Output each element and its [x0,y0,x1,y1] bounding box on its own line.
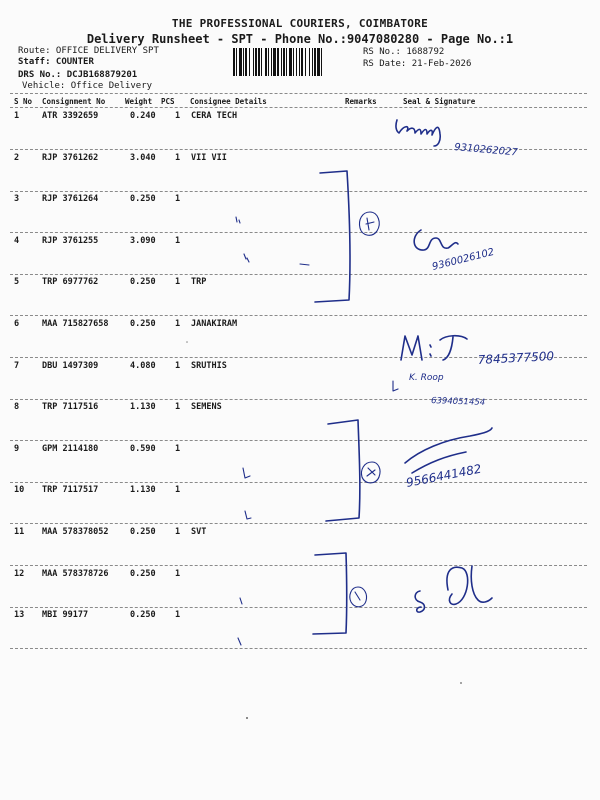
row-divider [10,149,587,150]
stamp-circle-row12 [350,587,367,607]
header-divider-bottom [10,107,587,108]
cell-sno: 1 [14,111,20,121]
cell-sno: 4 [14,235,20,246]
col-header-seal-signature: Seal & Signature [403,97,476,106]
barcode-bar [268,48,269,76]
cell-pcs: 1 [175,194,181,205]
staff-label: Staff: COUNTER [18,57,94,67]
barcode-bar [236,48,237,76]
cell-consignee: SRUTHIS [191,360,227,371]
cell-consignment: DBU 1497309 [42,360,99,371]
cell-consignee: TRP [191,277,207,288]
barcode-bar [283,48,285,76]
cell-pcs: 1 [175,152,181,163]
cell-sno: 13 [14,610,25,621]
cell-pcs: 1 [175,319,181,329]
row-divider [10,232,587,233]
cell-sno: 9 [14,443,20,454]
barcode-bar [317,48,320,76]
col-header-consignee: Consignee Details [190,97,267,106]
cell-pcs: 1 [175,402,181,413]
cell-pcs: 1 [175,443,181,454]
vehicle-label: Vehicle: Office Delivery [22,81,153,91]
barcode-bar [233,48,235,76]
cell-sno: 6 [14,319,20,329]
row-divider [10,399,587,400]
row-divider [10,607,587,608]
cell-weight: 3.090 [130,235,156,246]
col-header-pcs: PCS [161,97,175,106]
signature-phone-4: 6394051454 [430,396,486,408]
barcode-bar [271,48,272,76]
bracket-rows-8-10 [326,420,360,521]
cell-weight: 0.250 [130,319,156,329]
signature-phone-2: 9360026102 [431,246,496,273]
row-divider [10,440,587,441]
cell-weight: 0.250 [130,194,156,205]
cell-sno: 3 [14,194,20,205]
cell-consignment: RJP 3761262 [42,152,99,163]
scan-speck-3 [186,341,188,343]
cell-pcs: 1 [175,235,181,246]
barcode-bar [289,48,292,76]
rs-date: RS Date: 21-Feb-2026 [363,59,472,69]
barcode-graphic [233,48,358,76]
tick-mark-row9 [243,468,250,478]
cell-weight: 0.250 [130,610,156,621]
barcode-bar [286,48,287,76]
signature-row1 [396,120,440,146]
cell-weight: 0.590 [130,443,156,454]
cell-pcs: 1 [175,610,181,621]
barcode-bar [299,48,300,76]
cell-consignment: ATR 3392659 [42,111,99,121]
barcode-bar [277,48,279,76]
cell-sno: 5 [14,277,20,288]
cell-sno: 10 [14,485,25,496]
cell-pcs: 1 [175,485,181,496]
col-header-sno: S No [14,97,33,106]
barcode-bar [309,48,310,76]
cell-consignee: SVT [191,527,207,537]
cell-sno: 11 [14,527,25,537]
cell-consignment: TRP 6977762 [42,277,99,288]
barcode-bar [245,48,247,76]
tick-mark-row4 [244,254,249,262]
barcode-bar [258,48,260,76]
stamp-circle-rows-9 [361,462,380,483]
cell-consignment: GPM 2114180 [42,443,99,454]
cell-weight: 0.250 [130,527,156,537]
cell-sno: 12 [14,568,25,579]
cell-weight: 0.240 [130,111,156,121]
barcode-bar [261,48,262,76]
row-divider [10,315,587,316]
cell-weight: 0.250 [130,277,156,288]
barcode-bar [301,48,303,76]
cell-pcs: 1 [175,360,181,371]
cell-weight: 4.080 [130,360,156,371]
cell-sno: 2 [14,152,20,163]
barcode-bar [314,48,316,76]
cell-consignment: MAA 578378052 [42,527,109,537]
row-divider [10,565,587,566]
cell-consignment: TRP 7117516 [42,402,99,413]
col-header-remarks: Remarks [345,97,377,106]
route-label: Route: OFFICE DELIVERY SPT [18,46,159,56]
barcode-bar [321,48,322,76]
header-divider-top [10,93,587,94]
cell-consignee: VII VII [191,152,227,163]
cell-consignee: CERA TECH [191,111,238,121]
barcode-bar [265,48,267,76]
company-name: THE PROFESSIONAL COURIERS, COIMBATORE [171,17,429,30]
cell-consignee: SEMENS [191,402,222,413]
cell-pcs: 1 [175,568,181,579]
cell-consignment: MAA 715827658 [42,319,109,329]
row-divider [10,482,587,483]
cell-weight: 1.130 [130,485,156,496]
barcode-bar [312,48,313,76]
signature-phone-1: 9310262027 [453,142,519,159]
barcode-bar [249,48,250,76]
scan-speck-2 [460,682,462,684]
cell-consignment: MBI 99177 [42,610,89,621]
cell-consignment: MAA 578378726 [42,568,109,579]
cell-consignment: TRP 7117517 [42,485,99,496]
barcode-bar [253,48,254,76]
barcode-bar [255,48,257,76]
runsheet-title: Delivery Runsheet - SPT - Phone No.:9047080280 - Page No.:1 [86,32,514,46]
cell-consignment: RJP 3761264 [42,194,99,205]
barcode-bar [273,48,276,76]
signature-row9 [405,428,492,473]
row-divider [10,648,587,649]
row-divider [10,357,587,358]
scan-speck-1 [246,717,248,719]
row-divider [10,274,587,275]
signature-row12 [415,566,492,612]
cell-sno: 7 [14,360,20,371]
arrow-mark-row7 [393,381,398,391]
signature-phone-3: 7845377500 [477,349,555,367]
drs-number: DRS No.: DCJB168879201 [18,70,138,80]
cell-consignee: JANAKIRAM [191,319,238,329]
cell-pcs: 1 [175,111,181,121]
row-divider [10,523,587,524]
barcode-bar [243,48,244,76]
tick-mark-row3 [236,217,240,223]
barcode-bar [293,48,294,76]
col-header-weight: Weight [125,97,153,106]
cell-weight: 1.130 [130,402,156,413]
signature-phone-5: 9566441482 [404,461,483,490]
barcode-bar [281,48,282,76]
cell-sno: 8 [14,402,20,413]
cell-weight: 0.250 [130,568,156,579]
tick-mark-row13 [238,638,241,645]
cell-pcs: 1 [175,277,181,288]
tick-mark-row10 [245,511,251,519]
cell-pcs: 1 [175,527,181,537]
ditto-mark-row5 [300,264,309,265]
cell-weight: 3.040 [130,152,156,163]
rs-number: RS No.: 1688792 [363,47,445,57]
barcode-bar [239,48,242,76]
cell-consignment: RJP 3761255 [42,235,99,246]
barcode-bar [305,48,306,76]
barcode-bar [296,48,297,76]
signature-name-row7: K. Roop [409,373,444,383]
row-divider [10,191,587,192]
col-header-consignment: Consignment No [42,97,106,106]
tick-mark-row12 [240,598,242,604]
